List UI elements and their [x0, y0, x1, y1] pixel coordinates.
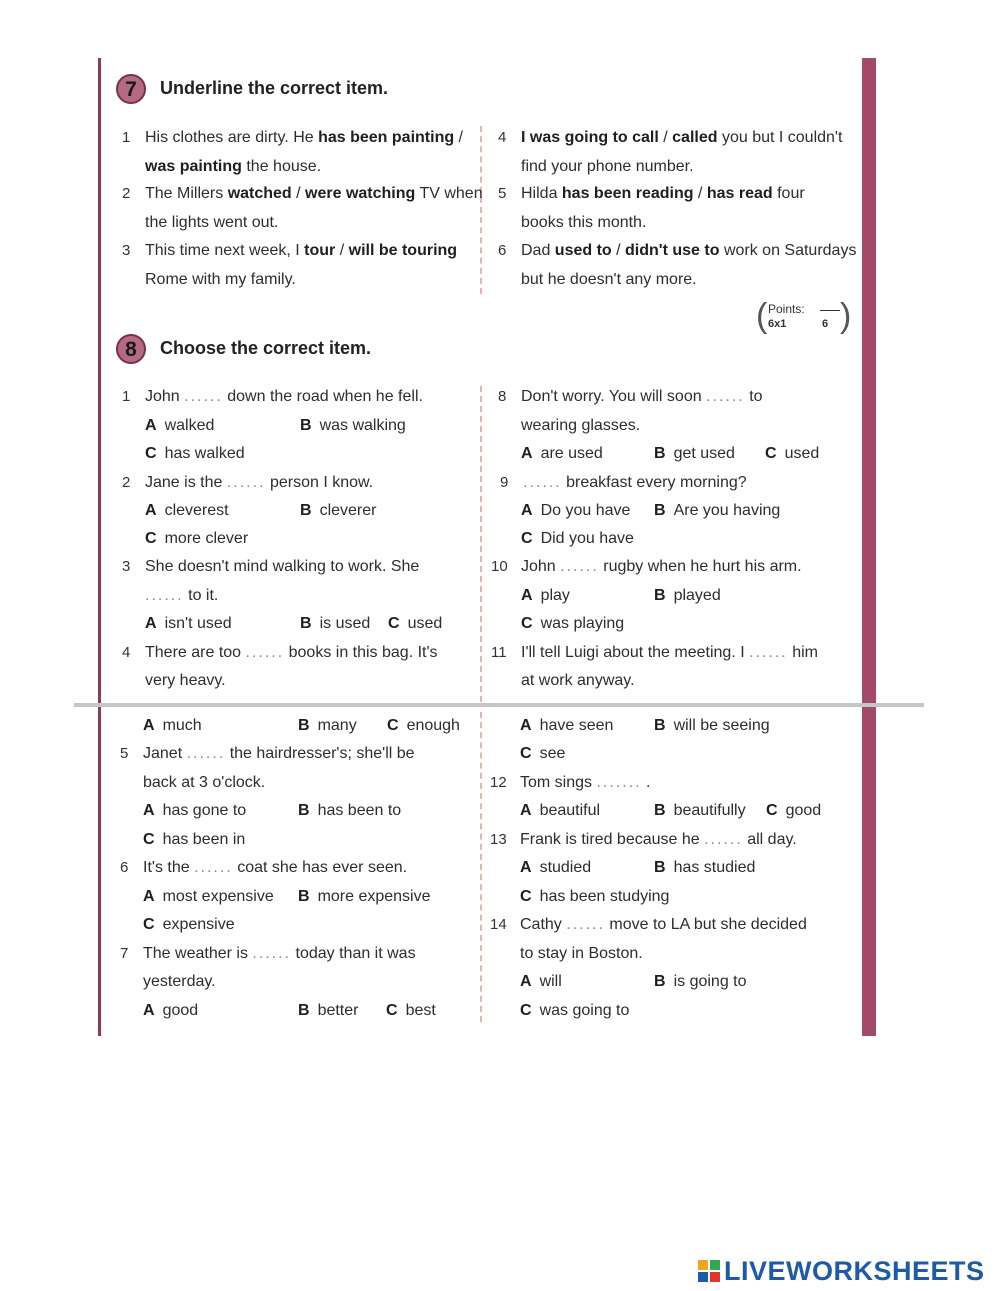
- question-number: 10: [491, 558, 508, 575]
- option-text: enough: [406, 717, 460, 734]
- question-text: [521, 643, 818, 663]
- text-fragment: I'll tell Luigi about the meeting. I: [521, 644, 750, 661]
- answer-option[interactable]: [766, 801, 821, 821]
- text-fragment: rugby when he hurt his arm.: [598, 558, 802, 575]
- text-fragment: all day.: [742, 831, 797, 848]
- option-letter: A: [145, 417, 157, 434]
- question-text: [520, 944, 643, 964]
- question-text: [143, 773, 265, 793]
- text-fragment: wearing glasses.: [521, 417, 641, 434]
- text-fragment: This time next week, I: [145, 242, 305, 259]
- bold-option: has read: [706, 185, 773, 202]
- answer-blank: ......: [184, 388, 223, 405]
- question-text: [145, 387, 423, 407]
- bold-option: tour: [304, 242, 336, 259]
- text-fragment: His clothes are dirty. He: [145, 129, 319, 146]
- answer-blank: ......: [749, 644, 788, 661]
- sentence-line: [521, 128, 842, 148]
- question-number: 4: [122, 644, 131, 661]
- option-text: better: [317, 1002, 359, 1019]
- answer-option[interactable]: [143, 830, 245, 850]
- sentence-line: [145, 184, 483, 204]
- option-text: has studied: [673, 859, 756, 876]
- text-fragment: .: [641, 774, 651, 791]
- answer-option[interactable]: [654, 972, 747, 992]
- text-fragment: Don't worry. You will soon: [521, 388, 707, 405]
- text-fragment: today than it was: [291, 945, 416, 962]
- option-text: get used: [673, 445, 735, 462]
- text-fragment: Jane is the: [145, 474, 227, 491]
- answer-option[interactable]: [145, 444, 245, 464]
- bold-option: didn't use to: [625, 242, 720, 259]
- question-text: [521, 387, 763, 407]
- question-text: [520, 773, 650, 793]
- text-fragment: /: [291, 185, 306, 202]
- option-letter: C: [388, 615, 400, 632]
- answer-option[interactable]: [520, 1001, 629, 1021]
- option-letter: A: [520, 859, 532, 876]
- text-fragment: to it.: [183, 587, 219, 604]
- item-number: 6: [498, 242, 507, 259]
- sentence-line: [521, 241, 856, 261]
- option-letter: B: [298, 717, 310, 734]
- option-text: was going to: [539, 1002, 630, 1019]
- option-text: see: [539, 745, 566, 762]
- question-text: [145, 557, 419, 577]
- answer-option[interactable]: [145, 416, 214, 436]
- section-8-heading: Choose the correct item.: [160, 338, 372, 358]
- logo-mark-icon: [698, 1260, 720, 1282]
- text-fragment: you but I couldn't: [717, 129, 843, 146]
- text-fragment: /: [335, 242, 349, 259]
- option-text: are used: [540, 445, 603, 462]
- option-letter: A: [520, 973, 532, 990]
- answer-blank: ......: [566, 916, 605, 933]
- option-text: has gone to: [162, 802, 247, 819]
- answer-option[interactable]: [521, 529, 634, 549]
- text-fragment: Hilda: [521, 185, 562, 202]
- text-fragment: Tom sings: [520, 774, 597, 791]
- answer-option[interactable]: [145, 614, 232, 634]
- option-text: beautifully: [673, 802, 746, 819]
- brand-name: LIVEWORKSHEETS: [724, 1256, 985, 1286]
- bold-option: called: [672, 129, 718, 146]
- option-text: have seen: [539, 717, 614, 734]
- question-number: 1: [122, 388, 131, 405]
- option-text: Did you have: [540, 530, 634, 547]
- bold-option: I was going to call: [521, 129, 659, 146]
- option-letter: B: [300, 417, 312, 434]
- answer-option[interactable]: [520, 887, 669, 907]
- sentence-line: [145, 241, 457, 261]
- option-letter: A: [521, 587, 533, 604]
- sentence-line: [145, 213, 278, 233]
- option-letter: B: [654, 502, 666, 519]
- question-text: [521, 557, 802, 577]
- option-text: more clever: [164, 530, 249, 547]
- text-fragment: the house.: [241, 158, 322, 175]
- option-text: most expensive: [162, 888, 274, 905]
- text-fragment: John: [145, 388, 185, 405]
- question-number: 8: [498, 388, 507, 405]
- bold-option: has been painting: [318, 129, 455, 146]
- text-fragment: Cathy: [520, 916, 567, 933]
- option-text: has been to: [317, 802, 402, 819]
- option-letter: A: [145, 502, 157, 519]
- text-fragment: John: [521, 558, 561, 575]
- option-letter: C: [145, 530, 157, 547]
- option-text: has been in: [162, 831, 246, 848]
- points-box: ( Points: 6x1 6 ): [756, 297, 852, 335]
- option-letter: B: [654, 973, 666, 990]
- option-letter: C: [766, 802, 778, 819]
- text-fragment: to: [744, 388, 763, 405]
- answer-option[interactable]: [765, 444, 819, 464]
- question-number: 9: [500, 474, 509, 491]
- option-text: good: [785, 802, 822, 819]
- option-text: is going to: [673, 973, 747, 990]
- answer-option[interactable]: [654, 801, 746, 821]
- answer-option[interactable]: [145, 501, 229, 521]
- text-fragment: /: [658, 129, 673, 146]
- answer-blank: ......: [706, 388, 745, 405]
- answer-option[interactable]: [143, 801, 246, 821]
- answer-option[interactable]: [521, 501, 630, 521]
- answer-option[interactable]: [654, 501, 780, 521]
- option-letter: C: [520, 1002, 532, 1019]
- question-number: 5: [120, 745, 129, 762]
- question-text: [520, 915, 807, 935]
- answer-option[interactable]: [654, 444, 735, 464]
- option-letter: B: [298, 888, 310, 905]
- text-fragment: breakfast every morning?: [561, 474, 747, 491]
- answer-option[interactable]: [654, 858, 755, 878]
- text-fragment: move to LA but she decided: [604, 916, 807, 933]
- answer-option[interactable]: [143, 716, 202, 736]
- sentence-line: [521, 270, 697, 290]
- question-number: 13: [490, 831, 507, 848]
- text-fragment: to stay in Boston.: [520, 945, 643, 962]
- answer-blank: ......: [704, 831, 743, 848]
- left-margin-rule: [98, 58, 101, 1036]
- question-text: [521, 671, 635, 691]
- option-text: was playing: [540, 615, 625, 632]
- answer-blank: ......: [245, 644, 285, 661]
- text-fragment: Dad: [521, 242, 555, 259]
- option-letter: A: [143, 888, 155, 905]
- option-letter: A: [143, 802, 155, 819]
- option-text: cleverer: [319, 502, 377, 519]
- option-letter: C: [765, 445, 777, 462]
- page-cut-line: [74, 703, 924, 707]
- text-fragment: but he doesn't any more.: [521, 271, 697, 288]
- answer-blank: ......: [186, 745, 226, 762]
- option-letter: A: [143, 717, 155, 734]
- sentence-line: [145, 157, 321, 177]
- answer-blank: .......: [596, 774, 642, 791]
- option-text: played: [673, 587, 721, 604]
- answer-option[interactable]: [654, 586, 721, 606]
- answer-option[interactable]: [387, 716, 460, 736]
- answer-option[interactable]: [143, 915, 235, 935]
- question-text: [143, 744, 415, 764]
- section-7-column-divider: [480, 126, 482, 294]
- question-text: [143, 858, 407, 878]
- bold-option: watched: [227, 185, 292, 202]
- sentence-line: [145, 128, 463, 148]
- option-text: Do you have: [540, 502, 631, 519]
- sentence-line: [521, 213, 646, 233]
- answer-option[interactable]: [520, 801, 600, 821]
- bold-option: used to: [554, 242, 612, 259]
- question-text: [145, 473, 373, 493]
- answer-option[interactable]: [386, 1001, 436, 1021]
- answer-option[interactable]: [298, 887, 431, 907]
- answer-option[interactable]: [654, 716, 770, 736]
- option-text: cleverest: [164, 502, 229, 519]
- answer-option[interactable]: [300, 416, 406, 436]
- points-total: 6: [822, 318, 829, 330]
- text-fragment: at work anyway.: [521, 672, 635, 689]
- answer-option[interactable]: [520, 972, 562, 992]
- option-text: has walked: [164, 445, 245, 462]
- option-letter: A: [521, 502, 533, 519]
- section-8-badge: 8: [116, 334, 146, 364]
- item-number: 5: [498, 185, 507, 202]
- answer-blank: ......: [523, 474, 562, 491]
- option-text: more expensive: [317, 888, 431, 905]
- text-fragment: Frank is tired because he: [520, 831, 705, 848]
- question-number: 14: [490, 916, 507, 933]
- text-fragment: very heavy.: [145, 672, 226, 689]
- option-letter: C: [145, 445, 157, 462]
- answer-blank: ......: [226, 474, 266, 491]
- option-text: will: [539, 973, 562, 990]
- text-fragment: /: [454, 129, 463, 146]
- text-fragment: Rome with my family.: [145, 271, 296, 288]
- option-letter: A: [520, 717, 532, 734]
- option-letter: C: [387, 717, 399, 734]
- section-8-column-divider-top: [480, 386, 482, 702]
- option-letter: C: [521, 615, 533, 632]
- option-letter: C: [386, 1002, 398, 1019]
- item-number: 3: [122, 242, 131, 259]
- option-letter: C: [520, 745, 532, 762]
- section-7-heading: Underline the correct item.: [160, 78, 389, 98]
- text-fragment: /: [693, 185, 707, 202]
- section-7-badge: 7: [116, 74, 146, 104]
- option-letter: C: [143, 831, 155, 848]
- answer-option[interactable]: [521, 444, 603, 464]
- option-text: used: [784, 445, 820, 462]
- question-text: [145, 671, 226, 691]
- text-fragment: yesterday.: [143, 973, 216, 990]
- answer-option[interactable]: [300, 614, 370, 634]
- text-fragment: The Millers: [145, 185, 228, 202]
- question-text: [145, 586, 218, 606]
- option-letter: B: [300, 502, 312, 519]
- answer-option[interactable]: [145, 529, 248, 549]
- question-text: [521, 416, 640, 436]
- option-text: much: [162, 717, 202, 734]
- text-fragment: /: [611, 242, 626, 259]
- option-letter: B: [298, 1002, 310, 1019]
- answer-option[interactable]: [520, 858, 591, 878]
- option-text: expensive: [162, 916, 235, 933]
- liveworksheets-logo: [698, 1256, 998, 1286]
- text-fragment: Janet: [143, 745, 187, 762]
- answer-option[interactable]: [298, 1001, 358, 1021]
- option-text: isn't used: [164, 615, 232, 632]
- answer-blank: ......: [194, 859, 233, 876]
- text-fragment: There are too: [145, 644, 246, 661]
- option-text: play: [540, 587, 570, 604]
- text-fragment: coat she has ever seen.: [232, 859, 408, 876]
- answer-option[interactable]: [520, 744, 565, 764]
- option-text: walked: [164, 417, 215, 434]
- option-text: was walking: [319, 417, 406, 434]
- question-text: [143, 972, 216, 992]
- answer-blank: ......: [560, 558, 599, 575]
- text-fragment: the lights went out.: [145, 214, 279, 231]
- item-number: 1: [122, 129, 131, 146]
- answer-option[interactable]: [143, 887, 274, 907]
- answer-option[interactable]: [298, 801, 401, 821]
- points-label: Points:: [768, 302, 805, 316]
- option-text: best: [405, 1002, 436, 1019]
- item-number: 4: [498, 129, 507, 146]
- text-fragment: books this month.: [521, 214, 647, 231]
- option-text: beautiful: [539, 802, 601, 819]
- option-text: will be seeing: [673, 717, 770, 734]
- text-fragment: The weather is: [143, 945, 253, 962]
- answer-option[interactable]: [143, 1001, 198, 1021]
- text-fragment: four: [772, 185, 805, 202]
- text-fragment: him: [787, 644, 818, 661]
- text-fragment: It's the: [143, 859, 195, 876]
- text-fragment: She doesn't mind walking to work. She: [145, 558, 420, 575]
- option-letter: B: [654, 717, 666, 734]
- option-text: Are you having: [673, 502, 781, 519]
- bold-option: has been reading: [561, 185, 694, 202]
- option-letter: B: [654, 445, 666, 462]
- question-number: 6: [120, 859, 129, 876]
- option-text: used: [407, 615, 443, 632]
- option-letter: C: [520, 888, 532, 905]
- question-text: [520, 830, 797, 850]
- question-number: 3: [122, 558, 131, 575]
- sentence-line: [521, 157, 694, 177]
- answer-blank: ......: [145, 587, 184, 604]
- option-text: has been studying: [539, 888, 670, 905]
- option-letter: B: [654, 859, 666, 876]
- answer-option[interactable]: [388, 614, 442, 634]
- bold-option: were watching: [305, 185, 416, 202]
- question-text: [143, 944, 416, 964]
- text-fragment: person I know.: [265, 474, 374, 491]
- question-text: [145, 643, 438, 663]
- option-letter: A: [520, 802, 532, 819]
- question-number: 7: [120, 945, 129, 962]
- text-fragment: TV when: [415, 185, 483, 202]
- text-fragment: books in this bag. It's: [284, 644, 438, 661]
- sentence-line: [521, 184, 805, 204]
- bold-option: was painting: [145, 158, 242, 175]
- item-number: 2: [122, 185, 131, 202]
- option-letter: B: [654, 802, 666, 819]
- question-text: [523, 473, 747, 493]
- answer-blank: ......: [252, 945, 292, 962]
- option-text: is used: [319, 615, 371, 632]
- option-text: studied: [539, 859, 592, 876]
- option-letter: C: [521, 530, 533, 547]
- option-text: many: [317, 717, 357, 734]
- text-fragment: back at 3 o'clock.: [143, 774, 266, 791]
- answer-option[interactable]: [520, 716, 613, 736]
- answer-option[interactable]: [298, 716, 357, 736]
- text-fragment: work on Saturdays: [719, 242, 857, 259]
- question-number: 12: [490, 774, 507, 791]
- option-letter: A: [143, 1002, 155, 1019]
- answer-option[interactable]: [521, 614, 624, 634]
- answer-option[interactable]: [300, 501, 376, 521]
- option-letter: B: [300, 615, 312, 632]
- option-letter: B: [298, 802, 310, 819]
- text-fragment: find your phone number.: [521, 158, 694, 175]
- right-margin-band: [862, 58, 876, 1036]
- text-fragment: the hairdresser's; she'll be: [225, 745, 415, 762]
- bold-option: will be touring: [348, 242, 458, 259]
- option-letter: A: [521, 445, 533, 462]
- points-multiplier: 6x1: [768, 318, 787, 330]
- option-letter: B: [654, 587, 666, 604]
- section-8-column-divider-bottom: [480, 712, 482, 1022]
- sentence-line: [145, 270, 296, 290]
- question-number: 11: [491, 644, 507, 661]
- option-letter: C: [143, 916, 155, 933]
- text-fragment: down the road when he fell.: [222, 388, 423, 405]
- answer-option[interactable]: [521, 586, 570, 606]
- question-number: 2: [122, 474, 131, 491]
- option-letter: A: [145, 615, 157, 632]
- option-text: good: [162, 1002, 199, 1019]
